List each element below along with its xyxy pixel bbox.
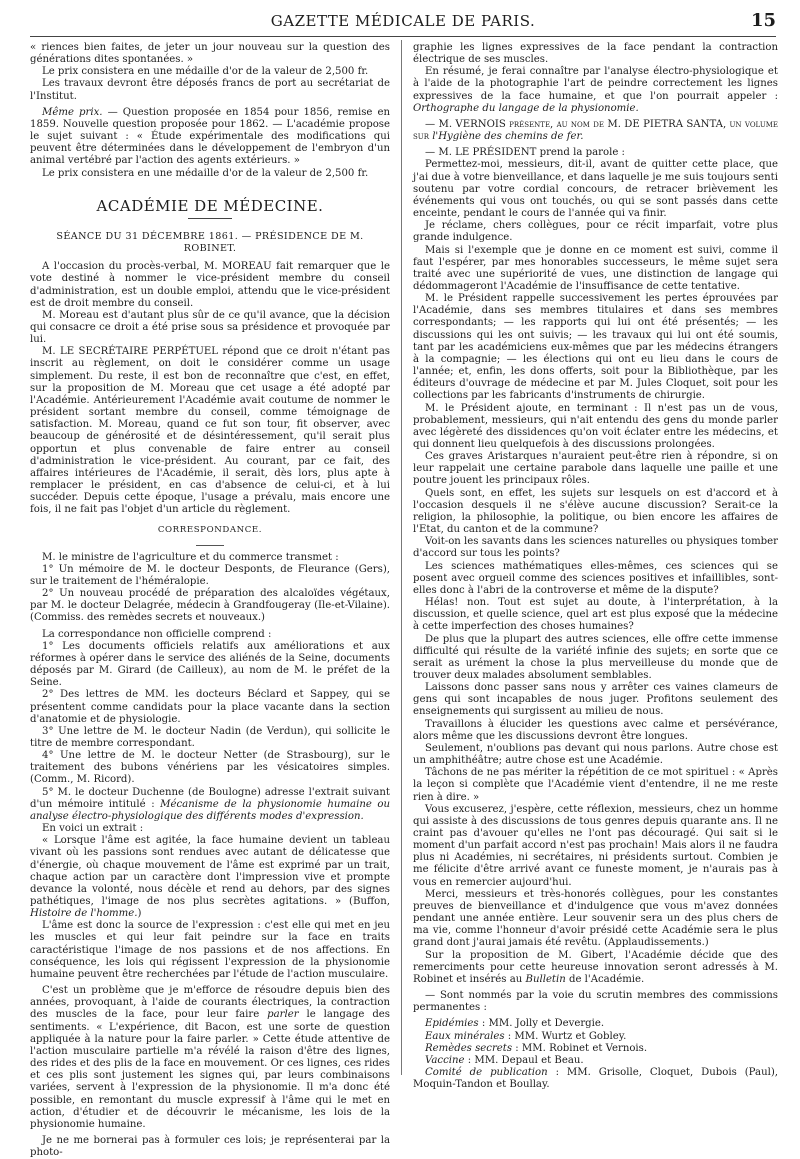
paragraph: Ces graves Aristarques n'auraient peut-être rien à répondre, si on leur rappelait une certaine parabole dans laquelle une paille et une poutre jouent les principaux rôles. <box>413 451 778 487</box>
book-title: l'Hygiène des chemins de fer. <box>432 131 584 143</box>
paragraph <box>413 950 778 986</box>
commission-item <box>413 1067 778 1091</box>
subsection-heading: CORRESPONDANCE. <box>157 525 263 536</box>
paragraph-text: de l'Académie. <box>565 973 645 985</box>
list-item: 1° Un mémoire de M. le docteur Desponts, de Fleurance (Gers), sur le traitement de l'héméralopie. <box>30 563 390 587</box>
paragraph-text: Sur la proposition de M. Gibert, l'Académie décide que des remerciments pour cette heureuse innovation seront adressés à M. Robinet et insérés au <box>413 949 778 985</box>
paragraph <box>30 107 390 168</box>
paragraph: M. le ministre de l'agriculture et du commerce transmet : <box>42 551 339 563</box>
list-item: 2° Un nouveau procédé de préparation des alcaloïdes végétaux, par M. le docteur Delagrée, médecin à Grandfougeray (Ile-et-Vilaine). (Commiss. des remèdes secrets et nouveaux.) <box>30 588 390 624</box>
list-item: 4° Une lettre de M. le docteur Netter (de Strasbourg), sur le traitement des bubons vénériens par les vésicatoires simples. (Comm., M. Ricord). <box>30 750 390 786</box>
page-number: 15 <box>750 10 776 31</box>
paragraph: Mais si l'exemple que je donne en ce moment est suivi, comme il faut l'espérer, par mes honorables successeurs, le même sujet sera traité avec une supériorité de vues, une distinction de langage qui dédommageront l'Académie de l'insuffisance de cette tentative. <box>413 244 778 292</box>
paragraph-text: prend la parole : <box>536 147 625 159</box>
right-column <box>413 42 778 1091</box>
paragraph: Travaillons à élucider les questions avec calme et persévérance, alors même que les discussions devront être longues. <box>413 718 778 742</box>
paragraph-text: En résumé, je ferai connaître par l'analyse électro-physiologique et à l'aide de la photographie l'art de peindre correctement les lignes expressives de la face humaine, et que l'on pourrait appeler : <box>413 66 778 102</box>
paragraph: Laissons donc passer sans nous y arrêter ces vaines clameurs de gens qui sont incapables de nous juger. Profitons seulement des enseignements qui surgissent au milieu de nous. <box>413 682 778 718</box>
list-item: 2° Des lettres de MM. les docteurs Béclard et Sappey, qui se présentent comme candidats pour la place vacante dans la section d'anatomie et de physiologie. <box>30 689 390 725</box>
paragraph: Vous excuserez, j'espère, cette réflexion, messieurs, chez un homme qui assiste à des discussions de tous genres depuis quarante ans. Il ne craint pas d'avouer qu'elles ne l'ont pas découragé. Qui sait si le moment d'un parfait accord n'est pas prochain! Mais alors il ne faudra plus ni Académies, ni secrétaires, ni présidents surtout. Combien je me félicite d'être arrivé avant ce funeste moment, je n'aurais pas à vous en remercier aujourd'hui. <box>413 803 778 888</box>
commission-label: Epidémies <box>425 1018 479 1030</box>
paragraph: Je ne me bornerai pas à formuler ces lois; je représenterai par la photo- <box>30 1134 390 1159</box>
paragraph: Les travaux devront être déposés francs de port au secrétariat de l'Institut. <box>30 78 390 102</box>
commission-members: : MM. Jolly et Devergie. <box>478 1018 605 1030</box>
paragraph-text: — M. VERNOIS présente, au nom de M. DE PIETRA SANTA, un volume sur <box>413 118 778 143</box>
book-title: Histoire de l'homme. <box>30 908 138 920</box>
paragraph: Le prix consistera en une médaille d'or de la valeur de 2,500 fr. <box>42 66 369 78</box>
commission-item <box>413 1031 778 1043</box>
commission-members: : MM. Grisolle, Cloquet, Dubois (Paul), Moquin-Tandon et Boullay. <box>413 1066 778 1091</box>
paragraph: M. le Président ajoute, en terminant : Il n'est pas un de vous, probablement, messieurs, qui n'ait entendu des gens du monde parler avec légèreté des dissidences qu'on voit éclater entre les médecins, et qui donnent lieu quelquefois à des discussions prolongées. <box>413 402 778 450</box>
emphasis: Orthographe du langage de la physionomie. <box>413 102 639 114</box>
seance-line: SÉANCE DU 31 DÉCEMBRE 1861. — PRÉSIDENCE DE M. ROBINET. <box>56 230 364 255</box>
paragraph-label: Même prix. <box>42 106 103 118</box>
heading-rule <box>196 545 224 546</box>
memoir-title: Mécanisme de la physionomie humaine ou analyse électro-physiologique des différents modes d'expression. <box>30 798 390 822</box>
commission-label: Remèdes secrets <box>425 1042 513 1054</box>
column-divider <box>401 40 402 1075</box>
paragraph: Les sciences mathématiques elles-mêmes, ces sciences qui se posent avec orgueil comme des sciences positives et infaillibles, sont-elles donc à l'abri de la controverse et même de la dispute? <box>413 560 778 596</box>
paragraph: L'âme est donc la source de l'expression : c'est elle qui met en jeu les muscles et qui leur fait peindre sur la face en traits caractéristique l'image de nos passions et de nos affections. En conséquence, les lois qui régissent l'expression de la physionomie humaine peuvent être recherchées par l'étude de l'action musculaire. <box>30 920 390 980</box>
list-item: 3° Une lettre de M. le docteur Nadin (de Verdun), qui sollicite le titre de membre correspondant. <box>30 725 390 749</box>
paragraph-text: 5° M. le docteur Duchenne (de Boulogne) adresse l'extrait suivant d'un mémoire intitulé : <box>30 786 390 810</box>
paragraph: Merci, messieurs et très-honorés collègues, pour les constantes preuves de bienveillance et d'indulgence que vous m'avez données pendant une année entière. Leur souvenir sera un des plus chers de ma vie, comme l'honneur d'avoir présidé cette Académie sera le plus grand dont j'aurai jamais été revêtu. (Applaudissements.) <box>413 888 778 949</box>
paragraph: Je réclame, chers collègues, pour ce récit imparfait, votre plus grande indulgence. <box>413 220 778 244</box>
commission-label: Vaccine <box>425 1054 465 1066</box>
commission-label: Comité de publication <box>425 1066 548 1078</box>
commission-members: : MM. Wurtz et Gobley. <box>504 1030 627 1042</box>
bulletin-title: Bulletin <box>525 973 566 985</box>
paragraph: De plus que la plupart des autres sciences, elle offre cette immense difficulté qui résulte de la variété infinie des sujets; en sorte que ce serait as urément la chose la plus merveilleuse du monde que de trouver deux malades absolument semblables. <box>413 633 778 681</box>
list-item <box>30 787 390 823</box>
paragraph: Voit-on les savants dans les sciences naturelles ou physiques tomber d'accord sur tous les points? <box>413 536 778 560</box>
paragraph: Quels sont, en effet, les sujets sur lesquels on est d'accord et à l'occasion desquels il ne s'élève aucune discussion? Serait-ce la religion, la philosophie, la politique, ou bien encore les affaires de l'Etat, du canton et de la commune? <box>413 487 778 536</box>
paragraph-text: ) <box>137 908 142 920</box>
page-header <box>30 10 776 37</box>
paragraph: Hélas! non. Tout est sujet au doute, à l'interprétation, à la discussion, et quelle science, quel art est plus exposé que la médecine à cette imperfection des choses humaines? <box>413 597 778 633</box>
paragraph: M. le Président rappelle successivement les pertes éprouvées par l'Académie, dans ses membres titulaires et dans ses membres correspondants; — les rapports qui lui ont été présentés; — les discussions qui les ont suivis; — les travaux qui lui ont été soumis, tant par les académiciens eux-mêmes que par les médecins étrangers à la compagnie; — les élections qui ont eu lieu dans le cours de l'année; et, enfin, les dons offerts, soit pour la Bibliothèque, par les éditeurs d'ouvrage de médecine et par M. Jules Cloquet, soit pour les collections par les fabricants d'instruments de chirurgie. <box>413 293 778 402</box>
paragraph: En voici un extrait : <box>42 823 144 835</box>
commission-label: Eaux minérales <box>425 1030 505 1042</box>
paragraph-text: C'est un problème que je m'efforce de résoudre depuis bien des années, provoquant, à l'aide de courants électriques, la contraction des muscles de la face, pour leur faire <box>30 985 390 1021</box>
section-heading: ACADÉMIE DE MÉDECINE. <box>96 196 324 215</box>
paragraph: Permettez-moi, messieurs, dit-il, avant de quitter cette place, que j'ai due à votre bienveillance, et dans laquelle je me suis toujours senti soutenu par votre cordial concours, de retracer brièvement les événements qui vous ont touchés, ou qui se sont passés dans cette enceinte, pendant le cours de l'année qui va finir. <box>413 159 778 220</box>
commission-item <box>413 1055 778 1067</box>
paragraph <box>413 66 778 115</box>
paragraph: La correspondance non officielle comprend : <box>42 628 272 640</box>
emphasis: parler <box>267 1009 299 1021</box>
left-column <box>30 42 390 1159</box>
paragraph: A l'occasion du procès-verbal, M. MOREAU fait remarquer que le vote destiné à nommer le vice-président membre du conseil d'administration, est un double emploi, attendu que le vice-président est de droit membre du conseil. <box>30 261 390 309</box>
paragraph-text: le langage des sentiments. « L'expérience, dit Bacon, est une sorte de question appliquée à la nature pour la faire parler. » Cette étude attentive de l'action musculaire partielle m'a révélé la raison d'être des lignes, des rides et des plis de la face en mouvement. Or ces lignes, ces rides et ces plis sont justement les signes qui, par leurs combinaisons variées, servent à l'expression de la physionomie. Il m'a donc été possible, en remontant du muscle expressif à l'âme qui le met en action, d'étudier et de découvrir le mécanisme, les lois de la physionomie humaine. <box>30 1009 390 1130</box>
paragraph: M. Moreau est d'autant plus sûr de ce qu'il avance, que la décision qui consacre ce droit a été prise sous sa présidence et provoquée par lui. <box>30 309 390 346</box>
paragraph: graphie les lignes expressives de la face pendant la contraction électrique de ses muscles. <box>413 42 778 66</box>
commission-members: : MM. Robinet et Vernois. <box>512 1042 648 1054</box>
commission-item <box>413 1018 778 1030</box>
commission-item <box>413 1043 778 1055</box>
paragraph <box>30 346 390 516</box>
quotation <box>30 835 390 920</box>
heading-rule <box>188 218 232 219</box>
paragraph <box>30 985 390 1131</box>
paragraph-text: — Question proposée en 1854 pour 1856, remise en 1859. Nouvelle question proposée pour 1862. — L'académie propose le sujet suivant : « Étude expérimentale des modifications qui peuvent être déterminées dans le développement de l'embryon d'un animal vertébré par l'action des agents extérieurs. » <box>30 106 390 167</box>
paragraph-text: « Lorsque l'âme est agitée, la face humaine devient un tableau vivant où les passions sont rendues avec autant de délicatesse que d'énergie, où chaque mouvement de l'âme est exprimé par un trait, chaque action par un caractère dont l'impression vive et prompte devance la volonté, nous décèle et rend au dehors, par des signes pathétiques, l'image de nos plus secrètes agitations. » (Buffon, <box>30 835 390 907</box>
journal-title: GAZETTE MÉDICALE DE PARIS. <box>270 12 536 30</box>
paragraph: Tâchons de ne pas mériter la répétition de ce mot spirituel : « Après la leçon si complète que l'Académie vient d'entendre, il ne me reste rien à dire. » <box>413 767 778 803</box>
paragraph <box>413 119 778 143</box>
paragraph: Le prix consistera en une médaille d'or de la valeur de 2,500 fr. <box>42 167 369 179</box>
paragraph-text: répond que ce droit n'étant pas inscrit au règlement, on doit le considérer comme un usage simplement. Du reste, il est bon de reconnaître que c'est, en effet, sur la proposition de M. Moreau que cet usage a été adopté par l'Académie. Antérieurement l'Académie avait coutume de nommer le président sortant membre du conseil, comme témoignage de satisfaction. M. Moreau, quand ce fut son tour, fit observer, avec beaucoup de générosité et de désintéressement, qu'il serait plus opportun et plus convenable de faire entrer au conseil d'administration le vice-président. Au courant, par ce fait, des affaires intérieures de l'Académie, il serait, dès lors, plus apte à remplacer le président, en cas d'absence de celui-ci, et à lui succéder. Depuis cette époque, l'usage a prévalu, mais encore une fois, il ne fait pas l'objet d'un article du règlement. <box>30 346 390 516</box>
speaker-name: — M. LE PRÉSIDENT <box>425 147 537 159</box>
paragraph: « riences bien faites, de jeter un jour nouveau sur la question des générations dites spontanées. » <box>30 42 390 66</box>
paragraph: Seulement, n'oublions pas devant qui nous parlons. Autre chose est un amphithéâtre; autre chose est une Académie. <box>413 742 778 767</box>
paragraph: — Sont nommés par la voie du scrutin membres des commissions permanentes : <box>413 990 778 1014</box>
speaker-name: M. LE SECRÉTAIRE PERPÉTUEL <box>42 346 218 358</box>
list-item: 1° Les documents officiels relatifs aux améliorations et aux réformes à opérer dans le service des aliénés de la Seine, documents déposés par M. Girard (de Cailleux), au nom de M. le préfet de la Seine. <box>30 640 390 689</box>
commission-members: : MM. Depaul et Beau. <box>464 1054 584 1066</box>
paragraph <box>413 147 778 159</box>
